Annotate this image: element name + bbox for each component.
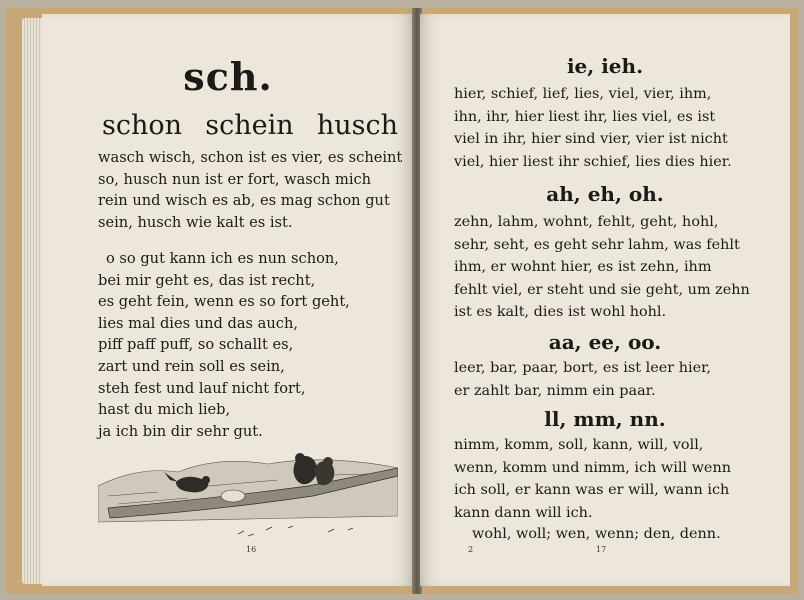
text-line: leer, bar, paar, bort, es ist leer hier, — [454, 360, 711, 376]
text-line: zehn, lahm, wohnt, fehlt, geht, hohl, — [454, 214, 719, 230]
text-line: wenn, komm und nimm, ich will wenn — [454, 459, 731, 476]
poem-line: piff paff puff, so schallt es, — [98, 336, 294, 354]
text-line: viel in ihr, hier sind vier, vier ist nicht — [454, 131, 728, 147]
text-line: er zahlt bar, nimm ein paar. — [454, 382, 656, 399]
signature-mark: 2 — [468, 545, 474, 554]
birds-illustration — [98, 446, 398, 544]
section-heading: ie, ieh. — [566, 54, 644, 78]
poem — [98, 248, 350, 442]
section-text — [454, 211, 758, 324]
section-text — [454, 357, 758, 402]
text-line: hier, schief, lief, lies, viel, vier, ihm, — [454, 86, 712, 102]
text-line: ihn, ihr, hier liest ihr, lies viel, es ist — [454, 108, 716, 125]
section-heading: aa, ee, oo. — [548, 330, 662, 354]
section-text — [454, 83, 758, 173]
left-paragraph — [98, 147, 403, 233]
text-line: rein und wisch es ab, es mag schon gut — [98, 192, 390, 209]
text-line: ich soll, er kann was er will, wann ich — [454, 482, 730, 498]
page-number: 16 — [246, 545, 257, 554]
text-line: wohl, woll; wen, wenn; den, denn. — [472, 526, 721, 542]
section-text — [454, 434, 758, 524]
right-page — [420, 14, 790, 586]
text-line: sehr, seht, es geht sehr lahm, was fehlt — [454, 236, 740, 253]
key-word: husch — [316, 110, 398, 141]
section-heading: ll, mm, nn. — [544, 407, 666, 431]
text-line: ist es kalt, dies ist wohl hohl. — [454, 304, 667, 320]
poem-line: ja ich bin dir sehr gut. — [98, 422, 263, 440]
page-number: 17 — [596, 545, 607, 554]
poem-line: steh fest und lauf nicht fort, — [98, 379, 306, 397]
closing-line — [472, 523, 776, 546]
poem-line: bei mir geht es, das ist recht, — [98, 271, 316, 289]
page-edges — [22, 18, 44, 584]
section-heading: ah, eh, oh. — [546, 182, 664, 206]
text-line: nimm, komm, soll, kann, will, voll, — [454, 437, 704, 453]
text-line: so, husch nun ist er fort, wasch mich — [98, 170, 372, 188]
poem-line: es geht fein, wenn es so fort geht, — [98, 293, 350, 311]
left-page-heading: sch. — [183, 54, 273, 99]
text-line: kann dann will ich. — [454, 504, 593, 521]
text-line: sein, husch wie kalt es ist. — [98, 213, 293, 231]
poem-line: lies mal dies und das auch, — [98, 314, 298, 332]
poem-line: zart und rein soll es sein, — [98, 357, 285, 375]
poem-line: o so gut kann ich es nun schon, — [106, 250, 339, 267]
left-page — [42, 14, 415, 586]
key-word: schon — [102, 110, 183, 141]
text-line: ihm, er wohnt hier, es ist zehn, ihm — [454, 259, 712, 275]
text-line: viel, hier liest ihr schief, lies dies hier. — [454, 153, 732, 170]
key-words — [102, 110, 398, 141]
text-line: wasch wisch, schon ist es vier, es scheint — [98, 149, 403, 166]
key-word: schein — [205, 110, 294, 141]
poem-line: hast du mich lieb, — [98, 401, 231, 419]
text-line: fehlt viel, er steht und sie geht, um zehn — [454, 281, 750, 298]
book — [6, 8, 798, 594]
